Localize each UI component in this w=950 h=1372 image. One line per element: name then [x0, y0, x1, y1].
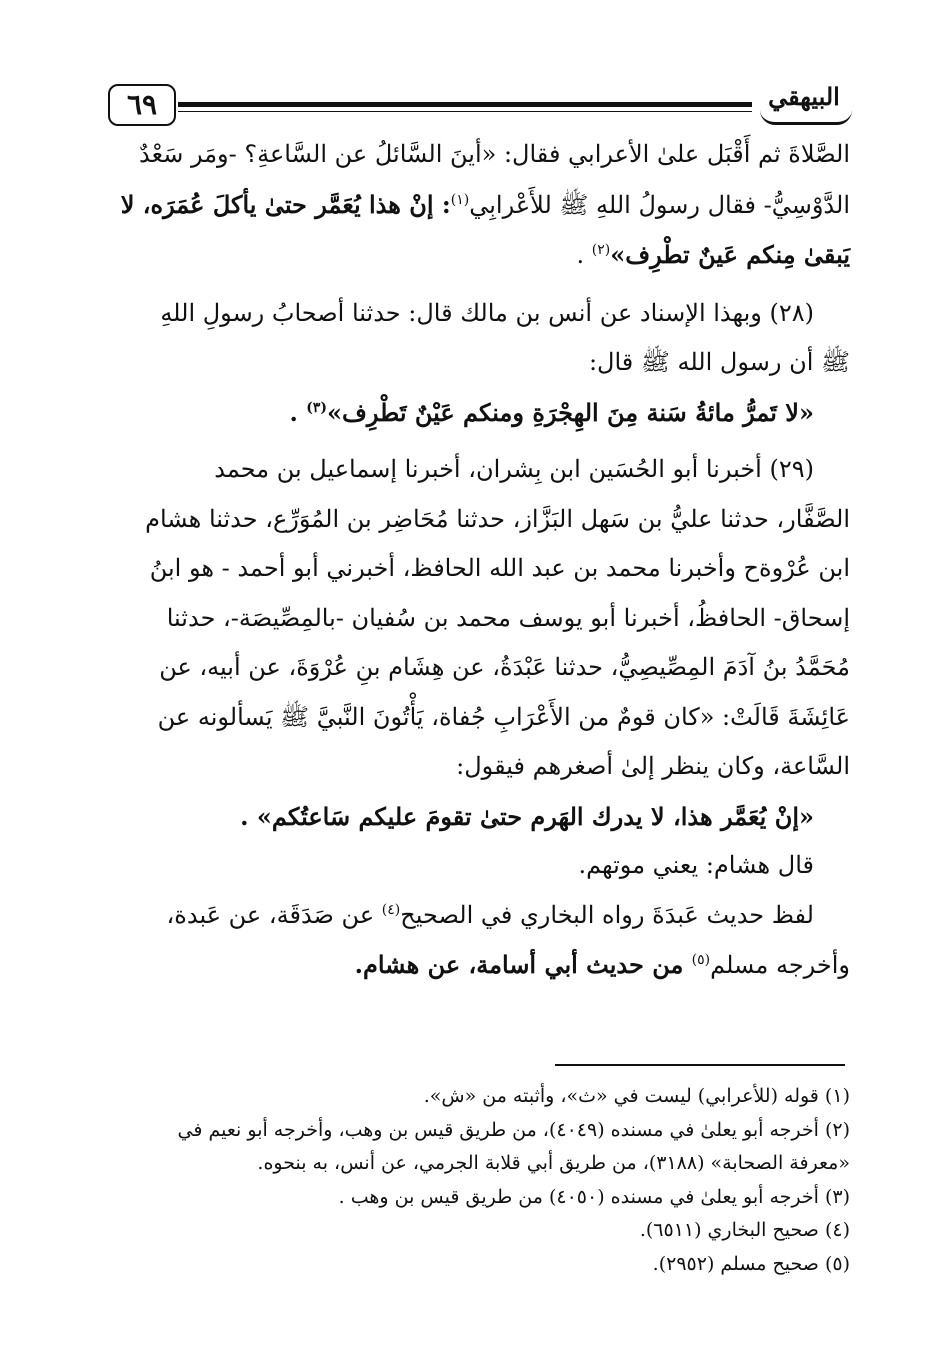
footnote-mark-3: (٣)	[306, 399, 328, 416]
text-line-16: لفظ حديث عَبدَةَ رواه البخاري في الصحيح	[400, 900, 814, 929]
text-line-13: السَّاعة، وكان ينظر إلىٰ أصغرهم فيقول:	[456, 752, 850, 780]
footnote: (١) قوله (للأعرابي) ليست في «ث»، وأثبته من «ش».	[423, 1085, 850, 1107]
text-line-10: إسحاق- الحافظُ، أخبرنا أبو يوسف محمد بن سُفيان -بالمِصِّيصَة-، حدثنا	[166, 603, 850, 632]
header-rule-thin	[178, 111, 752, 112]
text-line	[105, 841, 850, 891]
text-line	[105, 693, 850, 743]
period: .	[576, 241, 592, 269]
text-line-9: ابن عُرْوةح وأخبرنا محمد بن عبد الله الحافظ، أخبرني أبو أحمد - هو ابنُ	[149, 554, 850, 582]
footnote: (٢) أخرجه أبو يعلىٰ في مسنده (٤٠٤٩)، من طريق قيس بن وهب، وأخرجه أبو نعيم في	[177, 1118, 850, 1141]
hadith-text-bold	[105, 388, 850, 438]
text-line	[105, 594, 850, 644]
title-ornament	[760, 110, 852, 125]
text-line	[105, 180, 850, 231]
main-text	[105, 130, 850, 991]
footnote: (٤) صحيح البخاري (٦٥١١).	[639, 1219, 850, 1241]
page-number: ٦٩	[108, 84, 176, 126]
footnote: «معرفة الصحابة» (٣١٨٨)، من طريق أبي قلابة الجرمي، عن أنس، به بنحوه.	[257, 1152, 850, 1174]
running-header	[108, 80, 852, 136]
footnote-mark-1: (١)	[450, 191, 470, 208]
text-line	[105, 495, 850, 545]
footnote-mark-4: (٤)	[381, 901, 401, 918]
footnote-mark-2: (٢)	[591, 242, 611, 258]
text-line-15: قال هشام: يعني موتهم.	[578, 851, 814, 879]
period: .	[289, 397, 307, 427]
footnote: (٥) صحيح مسلم (٢٩٥٢).	[652, 1252, 850, 1275]
hadith-28-intro: (٢٨) وبهذا الإسناد عن أنس بن مالك قال: حدثنا أصحابُ رسولِ اللهِ	[160, 298, 814, 327]
text-line-5: ﷺ أن رسول الله ﷺ قال:	[588, 348, 850, 376]
hadith-29-intro: (٢٩) أخبرنا أبو الحُسَين ابن بِشران، أخبرنا إسماعيل بن محمد	[214, 455, 814, 483]
text-line	[105, 289, 850, 339]
text-line-12: عَائِشَةَ قَالَتْ: «كان قومٌ من الأَعْرَابِ جُفاة، يَأْتُونَ النَّبيَّ ﷺ يَسألونه عن	[157, 702, 850, 731]
hadith-29-text: «إنْ يُعَمَّر هذا، لا يدرك الهَرم حتىٰ تقومَ عليكم سَاعتُكم»	[256, 801, 814, 831]
book-title: البيهقي	[768, 82, 840, 111]
text-line	[105, 230, 850, 281]
text-line-11: مُحَمَّدُ بنُ آدَمَ المِصِّيصِيُّ، حدثنا عَبْدَةُ، عن هِشَام بنِ عُرْوَةَ، عن أبيه، عن	[159, 653, 850, 681]
footnotes	[105, 1080, 850, 1281]
text-line	[105, 940, 850, 991]
text-line-2: الدَّوْسِيُّ- فقال رسولُ اللهِ ﷺ للأَعْرابِي	[469, 190, 850, 219]
footnote-separator	[555, 1064, 845, 1066]
footnote: (٣) أخرجه أبو يعلىٰ في مسنده (٤٠٥٠) من طريق قيس بن وهب .	[338, 1185, 850, 1208]
text-line-1: الصَّلاةَ ثم أَقْبَل علىٰ الأعرابي فقال: «أينَ السَّائلُ عن السَّاعةِ؟ -ومَر سَعْدٌ	[139, 140, 850, 168]
hadith-28-text: «لا تَمرُّ مائةُ سَنة مِنَ الهِجْرَةِ ومنكم عَيْنٌ تَطْرِف»	[327, 397, 814, 427]
text-line	[105, 891, 850, 941]
text-line	[105, 742, 850, 792]
hadith-text-bold: : إنْ هذا يُعَمَّر حتىٰ يأكلَ عُمَرَه، لا	[120, 189, 451, 219]
text-line	[105, 445, 850, 495]
period: .	[240, 801, 257, 831]
text-line-17-tail: من حديث أبي أسامة، عن هشام.	[354, 950, 692, 979]
header-rule	[178, 102, 752, 107]
text-line-17: وأخرجه مسلم	[710, 951, 850, 979]
text-line-16-tail: عن صَدَقَة، عن عَبدة،	[166, 900, 382, 929]
hadith-text-bold: يَبقىٰ مِنكم عَينٌ تطْرِف»	[610, 240, 850, 269]
text-line	[105, 338, 850, 388]
text-line	[105, 130, 850, 180]
text-line-8: الصَّفَّار، حدثنا عليُّ بن سَهل البَزَّاز، حدثنا مُحَاضِر بن المُوَرِّع، حدثنا هشام	[145, 504, 850, 533]
text-line	[105, 643, 850, 693]
footnote-mark-5: (٥)	[691, 952, 711, 968]
text-line	[105, 544, 850, 594]
hadith-text-bold	[105, 792, 850, 842]
